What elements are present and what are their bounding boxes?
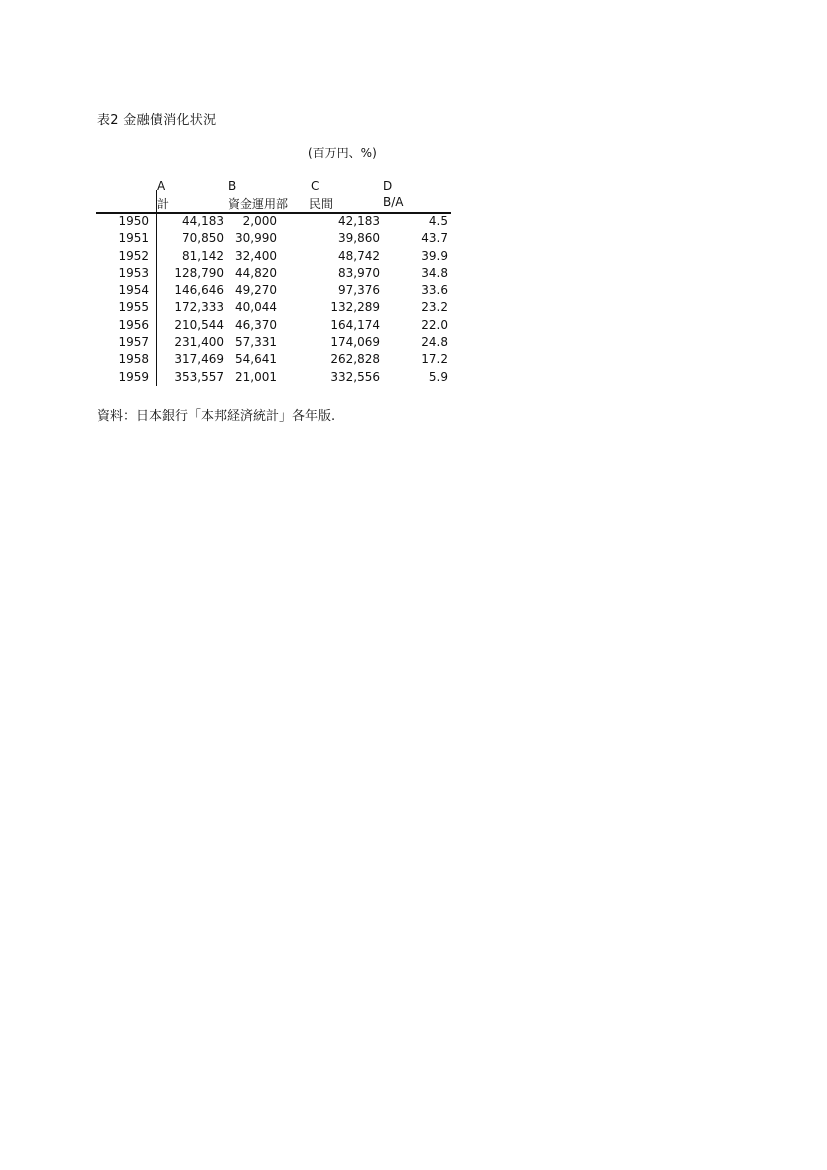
year-cell: 1959 xyxy=(118,369,149,384)
private-cell: 262,828 xyxy=(330,352,380,367)
year-cell: 1956 xyxy=(118,317,149,332)
total-cell: 70,850 xyxy=(182,231,224,246)
ratio-cell: 39.9 xyxy=(421,248,448,263)
private-cell: 97,376 xyxy=(338,283,380,298)
table-row xyxy=(96,351,451,368)
column-name-c: 民間 xyxy=(309,197,334,211)
year-cell: 1955 xyxy=(118,300,149,315)
ratio-cell: 17.2 xyxy=(421,352,448,367)
private-cell: 83,970 xyxy=(338,265,380,280)
total-cell: 81,142 xyxy=(182,248,224,263)
total-cell: 317,469 xyxy=(174,352,224,367)
table-row xyxy=(96,248,451,265)
ratio-cell: 34.8 xyxy=(421,265,448,280)
fund-operation-cell: 46,370 xyxy=(235,317,277,332)
year-cell: 1951 xyxy=(118,231,149,246)
private-cell: 164,174 xyxy=(330,317,380,332)
ratio-cell: 33.6 xyxy=(421,283,448,298)
total-cell: 353,557 xyxy=(174,369,224,384)
fund-operation-cell: 54,641 xyxy=(235,352,277,367)
column-name-d: B/A xyxy=(383,195,404,209)
private-cell: 332,556 xyxy=(330,369,380,384)
fund-operation-cell: 30,990 xyxy=(235,231,277,246)
total-cell: 146,646 xyxy=(174,283,224,298)
fund-operation-cell: 21,001 xyxy=(235,369,277,384)
table-row xyxy=(96,230,451,247)
table-row xyxy=(96,299,451,316)
ratio-cell: 43.7 xyxy=(421,231,448,246)
total-cell: 231,400 xyxy=(174,335,224,350)
table-row xyxy=(96,317,451,334)
column-letter-d: D xyxy=(383,179,393,193)
column-letter-a: A xyxy=(157,179,166,193)
year-cell: 1954 xyxy=(118,283,149,298)
page-title: 表2 金融債消化状況 xyxy=(97,113,217,128)
fund-operation-cell: 57,331 xyxy=(235,335,277,350)
table-row xyxy=(96,334,451,351)
total-cell: 172,333 xyxy=(174,300,224,315)
year-cell: 1958 xyxy=(118,352,149,367)
private-cell: 132,289 xyxy=(330,300,380,315)
total-cell: 128,790 xyxy=(174,265,224,280)
fund-operation-cell: 2,000 xyxy=(242,214,277,228)
source-note: 資料：日本銀行「本邦経済統計」各年版. xyxy=(97,409,336,424)
column-name-b: 資金運用部 xyxy=(228,197,289,211)
year-cell: 1950 xyxy=(118,214,149,228)
ratio-cell: 23.2 xyxy=(421,300,448,315)
ratio-cell: 24.8 xyxy=(421,335,448,350)
total-cell: 44,183 xyxy=(182,214,224,228)
table-row xyxy=(96,213,451,230)
fund-operation-cell: 40,044 xyxy=(235,300,277,315)
unit-note: (百万円、%) xyxy=(308,146,377,160)
year-cell: 1952 xyxy=(118,248,149,263)
fund-operation-cell: 44,820 xyxy=(235,265,277,280)
total-cell: 210,544 xyxy=(174,317,224,332)
table-row xyxy=(96,282,451,299)
column-name-a: 計 xyxy=(157,197,170,211)
ratio-cell: 4.5 xyxy=(428,214,448,228)
ratio-cell: 22.0 xyxy=(421,317,448,332)
fund-operation-cell: 32,400 xyxy=(235,248,277,263)
private-cell: 39,860 xyxy=(338,231,380,246)
year-cell: 1957 xyxy=(118,335,149,350)
private-cell: 174,069 xyxy=(330,335,380,350)
year-cell: 1953 xyxy=(118,265,149,280)
private-cell: 48,742 xyxy=(338,248,380,263)
data-table xyxy=(96,213,451,386)
private-cell: 42,183 xyxy=(338,214,380,228)
column-letter-b: B xyxy=(228,179,237,193)
column-letter-c: C xyxy=(311,179,320,193)
ratio-cell: 5.9 xyxy=(428,369,448,384)
table-row xyxy=(96,369,451,386)
table-row xyxy=(96,265,451,282)
fund-operation-cell: 49,270 xyxy=(235,283,277,298)
